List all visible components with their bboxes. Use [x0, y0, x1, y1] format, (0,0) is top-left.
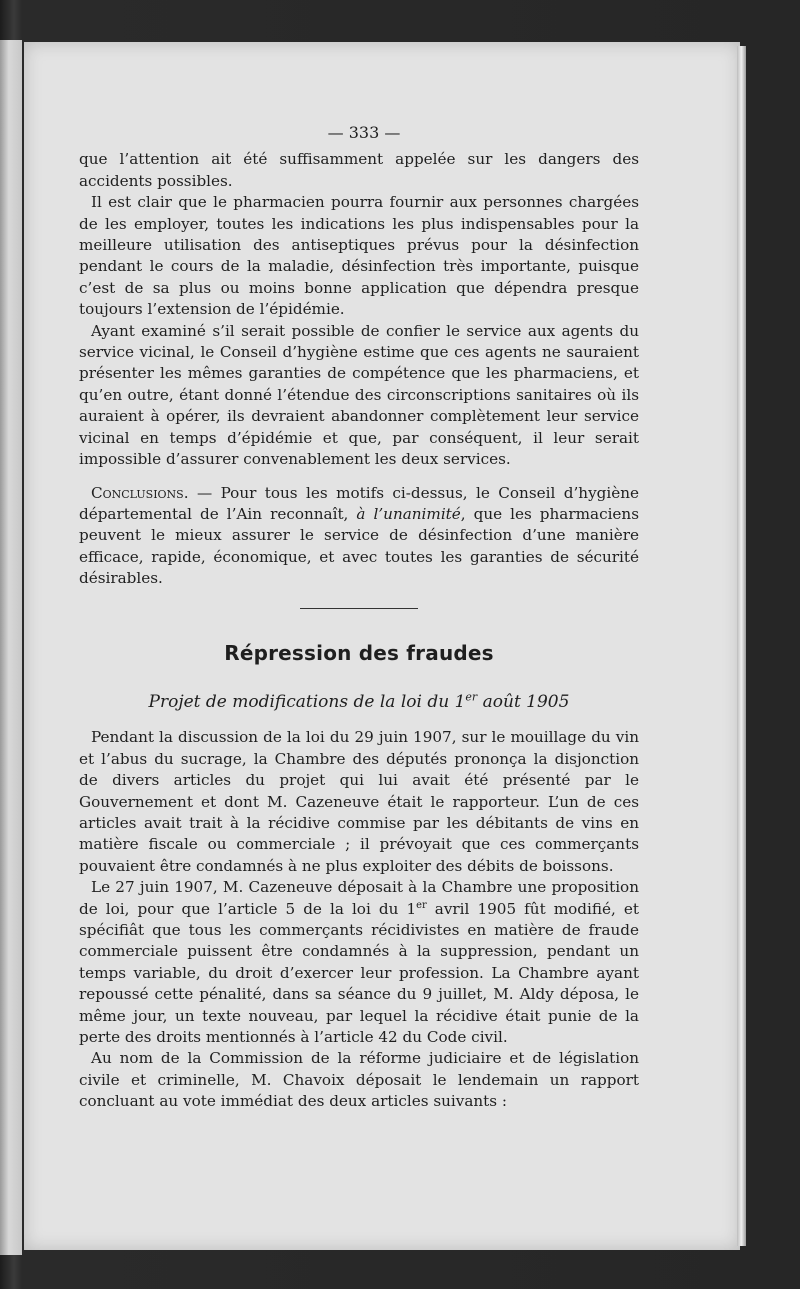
page-stack-edge [737, 46, 746, 1246]
paragraph: Pendant la discussion de la loi du 29 juin 1907, sur le mouillage du vin et l’abus du sucrage, la Chambre des députés prononça la disjonction de divers articles du projet qui lui avait été présenté par le Gouvernement et dont M. Cazeneuve était le rapporteur. L’un de ces articles avait trait à la récidive commise par les débitants de vins en matière fiscale ou commerciale ; il prévoyait que ces commerçants pouvaient être condamnés à ne plus exploiter des débits de boissons. [79, 728, 639, 875]
paragraph: Au nom de la Commission de la réforme judiciaire et de législation civile et criminelle, M. Chavoix déposait le lendemain un rapport concluant au vote immédiat des deux articles suivants : [79, 1049, 639, 1111]
section-title: Répression des fraudes [224, 640, 494, 665]
conclusions-label: Conclusions. [91, 483, 189, 502]
conclusions-italic: à l’unanimité [356, 504, 461, 523]
page-number: — 333 — [327, 123, 401, 142]
conclusions-text-1: — Pour tous les motifs ci-dessus, le Conseil d’hygiène départemental de l’Ain reconnaît, [79, 483, 639, 523]
subtitle-sup: er [465, 690, 478, 704]
conclusions-paragraph [79, 483, 639, 590]
paragraph [79, 877, 639, 1048]
section-subtitle [79, 692, 639, 713]
previous-page-edge [0, 40, 22, 1255]
subtitle-text-1: Projet de modifications de la loi du 1 [148, 691, 466, 712]
paragraph-text-2: avril 1905 fût modifié, et spécifiât que tous les commerçants récidivistes en matière de fraude commerciale puissent être condamnés à la suppression, pendant un temps variable, du droit d’exercer leur profession. La Chambre ayant repoussé cette pénalité, dans sa séance du 9 juillet, M. Aldy déposa, le même jour, un texte nouveau, par lequel la récidive était punie de la perte des droits mentionnés à l’article 42 du Code civil. [79, 899, 639, 1047]
section-divider [300, 608, 418, 609]
page-text [79, 122, 639, 1113]
paragraph: Ayant examiné s’il serait possible de confier le service aux agents du service vicinal, le Conseil d’hygiène estime que ces agents ne sauraient présenter les mêmes garanties de compétence que les pharmaciens, et qu’en outre, étant donné l’étendue des circonscriptions sanitaires où ils auraient à opérer, ils devraient abandonner complètement leur service vicinal en temps d’épidémie et que, par conséquent, il leur serait impossible d’assurer convenablement les deux services. [79, 321, 639, 469]
subtitle-text-2: août 1905 [477, 691, 570, 712]
paragraph: Il est clair que le pharmacien pourra fournir aux personnes chargées de les employer, toutes les indications les plus indispensables pour la meilleure utilisation des antiseptiques prévus pour la désinfection pendant le cours de la maladie, désinfection très importante, puisque c’est de sa plus ou moins bonne application que dépendra presque toujours l’extension de l’épidémie. [79, 193, 639, 319]
paragraph: que l’attention ait été suffisamment appelée sur les dangers des accidents possibles. [79, 150, 639, 190]
paragraph-sup: er [416, 899, 427, 911]
conclusions-text-2: , que les pharmaciens peuvent le mieux assurer le service de désinfection d’une manière efficace, rapide, économique, et avec toutes les garanties de sécurité désirables. [79, 504, 639, 588]
paragraph-text-1: Le 27 juin 1907, M. Cazeneuve déposait à la Chambre une proposition de loi, pour que l’article 5 de la loi du 1 [79, 878, 639, 918]
